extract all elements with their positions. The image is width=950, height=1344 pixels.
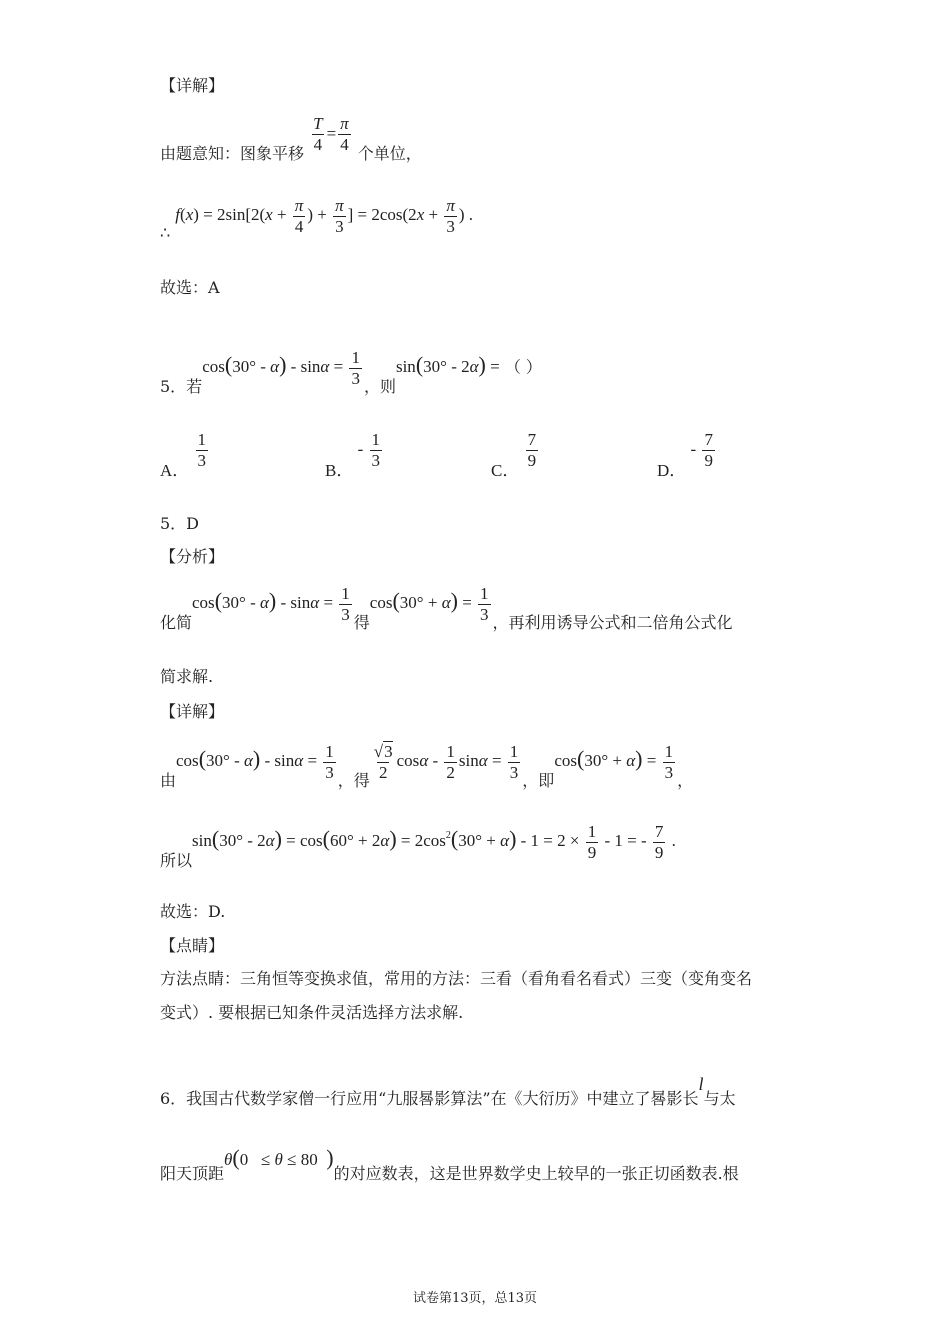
detail-end: ， bbox=[677, 771, 694, 791]
analysis-mid: 得 bbox=[353, 613, 370, 633]
question-5-then: ，则 bbox=[363, 377, 396, 397]
option-A-den: 3 bbox=[197, 451, 207, 470]
comment-heading: 【点睛】 bbox=[160, 936, 225, 955]
option-C-num: 7 bbox=[527, 430, 537, 449]
option-D[interactable] bbox=[657, 430, 717, 481]
comment-line-2: 变式）. 要根据已知条件灵活选择方法求解. bbox=[160, 1003, 464, 1022]
option-D-sign: - bbox=[690, 439, 697, 459]
question-6-text: 6．我国古代数学家僧一行应用“九服晷影算法”在《大衍历》中建立了晷影长 bbox=[160, 1089, 699, 1108]
question-5-target: sin(30° - 2α) = bbox=[395, 352, 500, 378]
detail-get: ，得 bbox=[337, 771, 370, 791]
option-D-label: D． bbox=[657, 461, 687, 481]
comment-line-1: 方法点睛：三角恒等变换求值，常用的方法：三看（看角看名看式）三变（变角变名 bbox=[160, 969, 753, 988]
question-5-number: 5．若 bbox=[160, 377, 203, 397]
shift-text: 由题意知：图象平移 bbox=[160, 144, 305, 163]
analysis-line: 化简cos(30° - α) - sinα = $\frac{1}{3}$ 得cos(30° + α) = $\frac{1}{3}$ ，再利用诱导公式和二倍角公式化 bbox=[160, 584, 733, 633]
detail-ji: ，即 bbox=[522, 771, 555, 791]
analysis-suffix: ，再利用诱导公式和二倍角公式化 bbox=[492, 613, 733, 633]
analysis-prefix: 化简 bbox=[160, 613, 193, 633]
option-C-label: C． bbox=[491, 461, 520, 481]
shift-suffix: 个单位， bbox=[357, 144, 422, 163]
so-line: 所以$\sin(30^\circ - 2\alpha) = \cos(60^\circ + 2\alpha) = 2\cos^2(30^\circ + \alpha) - 1 = 2$ × $\frac{1}{9}$ - 1 = - $\frac{7}{9}$ . bbox=[160, 822, 676, 871]
analysis-heading: 【分析】 bbox=[160, 547, 225, 566]
option-B[interactable] bbox=[325, 430, 384, 481]
therefore-symbol: ∴ bbox=[160, 223, 171, 243]
conclusion-D: 故选：D. bbox=[160, 902, 226, 921]
option-B-label: B． bbox=[325, 461, 354, 481]
page-footer: 试卷第13页，总13页 bbox=[412, 1291, 538, 1306]
option-A-num: 1 bbox=[197, 430, 207, 449]
theta-range: θ(0 ≤ θ ≤ 80 ) bbox=[224, 1145, 334, 1170]
question-6-suffix-2: 的对应数表，这是世界数学史上较早的一张正切函数表.根 bbox=[333, 1164, 739, 1183]
fraction-pi-over-4: $\frac{\pi}{4}$ bbox=[340, 114, 349, 154]
detail-heading-2: 【详解】 bbox=[160, 702, 225, 721]
question-5-condition: cos(30° - α) - sinα = $\frac{1}{3}$ bbox=[202, 348, 360, 388]
shift-line: 由题意知：图象平移 $\frac{T}{4}$ = $\frac{\pi}{4}$ 个单位， bbox=[160, 114, 422, 163]
option-C[interactable] bbox=[491, 430, 540, 481]
question-6-suffix: 与太 bbox=[703, 1089, 736, 1108]
fx-line bbox=[160, 196, 474, 243]
analysis-cont: 简求解. bbox=[160, 667, 214, 686]
answer-5: 5．D bbox=[160, 514, 200, 533]
question-5-paren: （ ） bbox=[504, 357, 542, 377]
question-6-prefix: 阳天顶距 bbox=[160, 1164, 225, 1183]
question-6-line-1 bbox=[160, 1074, 736, 1108]
question-6-line-2 bbox=[160, 1145, 739, 1183]
option-B-num: 1 bbox=[371, 430, 381, 449]
option-A[interactable] bbox=[160, 430, 210, 481]
detail-line: 由cos(30° - α) - sinα = $\frac{1}{3}$ ，得 $\frac{√3}{2}$ cosα - $\frac{1}{2}$ sinα = $\frac{1}{3}$ ，即cos(30° + α) = $\frac{1}{3}$ ， bbox=[160, 742, 694, 791]
detail-heading-1: 【详解】 bbox=[160, 76, 225, 95]
option-D-num: 7 bbox=[704, 430, 713, 449]
conclusion-A: 故选：A bbox=[160, 278, 220, 297]
option-A-label: A． bbox=[160, 461, 190, 481]
option-B-den: 3 bbox=[371, 451, 381, 470]
detail-prefix: 由 bbox=[160, 771, 177, 791]
option-C-den: 9 bbox=[527, 451, 537, 470]
so-prefix: 所以 bbox=[160, 851, 193, 871]
fraction-T-over-4: $\frac{T}{4}$ bbox=[313, 114, 323, 154]
option-D-den: 9 bbox=[704, 451, 713, 470]
fx-formula: f(x) = 2sin[2(x + $\frac{\pi}{4}$ ) + $\frac{\pi}{3}$ ] = 2cos(2x + $\frac{\pi}{3}$ ) . bbox=[175, 196, 474, 236]
question-6-var-l: l bbox=[698, 1074, 704, 1094]
question-5 bbox=[160, 348, 542, 397]
option-B-sign: - bbox=[357, 439, 364, 459]
